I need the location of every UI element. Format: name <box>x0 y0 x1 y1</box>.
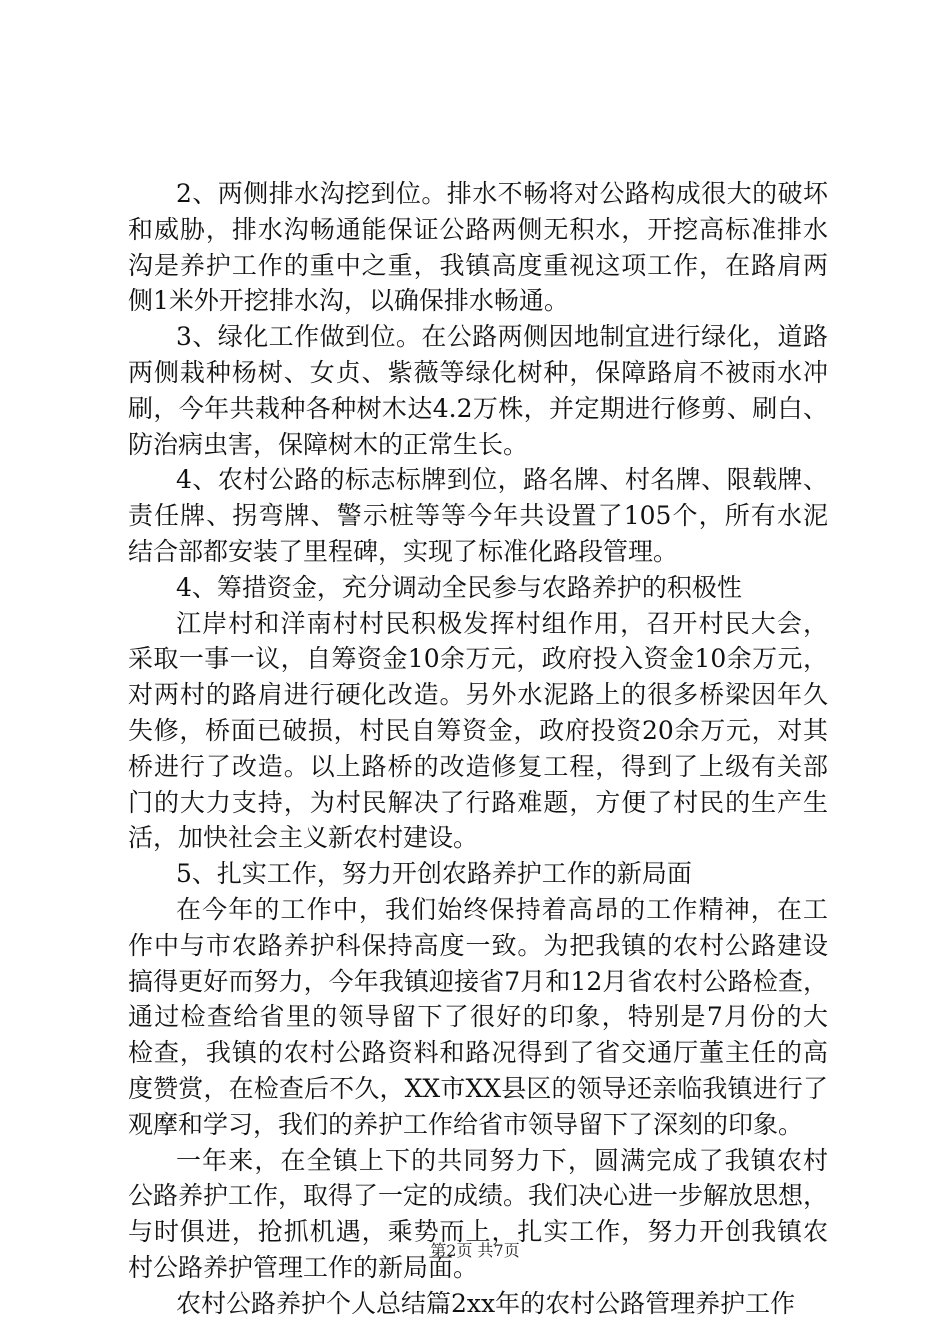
text-line: 度赞赏，在检查后不久，XX市XX县区的领导还亲临我镇进行了 <box>128 1073 828 1103</box>
text-line: 刷，今年共栽种各种树木达4.2万株，并定期进行修剪、刷白、 <box>128 393 828 423</box>
text-line: 沟是养护工作的重中之重，我镇高度重视这项工作，在路肩两 <box>128 250 828 280</box>
text-line: 作中与市农路养护科保持高度一致。为把我镇的农村公路建设 <box>128 930 828 960</box>
text-line: 门的大力支持，为村民解决了行路难题，方便了村民的生产生 <box>128 787 828 817</box>
document-body <box>128 176 828 1322</box>
text-line: 侧1米外开挖排水沟，以确保排水畅通。 <box>128 286 569 316</box>
page-footer: 第2页 共7页 <box>430 1241 520 1260</box>
text-line: 观摩和学习，我们的养护工作给省市领导留下了深刻的印象。 <box>128 1109 804 1139</box>
text-line: 责任牌、拐弯牌、警示桩等等今年共设置了105个，所有水泥 <box>128 501 828 531</box>
text-line: 江岸村和洋南村村民积极发挥村组作用，召开村民大会， <box>176 608 828 638</box>
text-line: 与时俱进，抢抓机遇，乘势而上，扎实工作，努力开创我镇农 <box>128 1217 828 1247</box>
text-line: 在今年的工作中，我们始终保持着高昂的工作精神，在工 <box>176 894 828 924</box>
text-line: 4、筹措资金，充分调动全民参与农路养护的积极性 <box>176 572 742 602</box>
text-line: 5、扎实工作，努力开创农路养护工作的新局面 <box>176 859 692 889</box>
text-line: 搞得更好而努力，今年我镇迎接省7月和12月省农村公路检查， <box>128 966 828 996</box>
text-line: 村公路养护管理工作的新局面。 <box>128 1252 479 1282</box>
text-line: 对两村的路肩进行硬化改造。另外水泥路上的很多桥梁因年久 <box>128 680 828 710</box>
text-line: 检查，我镇的农村公路资料和路况得到了省交通厅董主任的高 <box>128 1038 828 1068</box>
text-line: 2、两侧排水沟挖到位。排水不畅将对公路构成很大的破坏 <box>176 179 828 208</box>
text-line: 农村公路养护个人总结篇2xx年的农村公路管理养护工作 <box>176 1288 796 1318</box>
text-line: 一年来，在全镇上下的共同努力下，圆满完成了我镇农村 <box>176 1145 828 1175</box>
text-line: 和威胁，排水沟畅通能保证公路两侧无积水，开挖高标准排水 <box>128 214 828 244</box>
text-line: 公路养护工作，取得了一定的成绩。我们决心进一步解放思想， <box>128 1181 829 1211</box>
text-line: 失修，桥面已破损，村民自筹资金，政府投资20余万元，对其 <box>128 715 828 745</box>
text-line: 结合部都安装了里程碑，实现了标准化路段管理。 <box>128 536 679 566</box>
text-line: 4、农村公路的标志标牌到位，路名牌、村名牌、限载牌、 <box>176 465 828 495</box>
text-line: 防治病虫害，保障树木的正常生长。 <box>128 429 529 459</box>
text-line: 3、绿化工作做到位。在公路两侧因地制宜进行绿化，道路 <box>176 322 828 352</box>
text-line: 采取一事一议，自筹资金10余万元，政府投入资金10余万元， <box>128 644 828 674</box>
text-line: 活，加快社会主义新农村建设。 <box>128 823 479 853</box>
text-line: 两侧栽种杨树、女贞、紫薇等绿化树种，保障路肩不被雨水冲 <box>128 357 828 387</box>
text-line: 桥进行了改造。以上路桥的改造修复工程，得到了上级有关部 <box>128 751 828 781</box>
text-line: 通过检查给省里的领导留下了很好的印象，特别是7月份的大 <box>128 1002 828 1032</box>
